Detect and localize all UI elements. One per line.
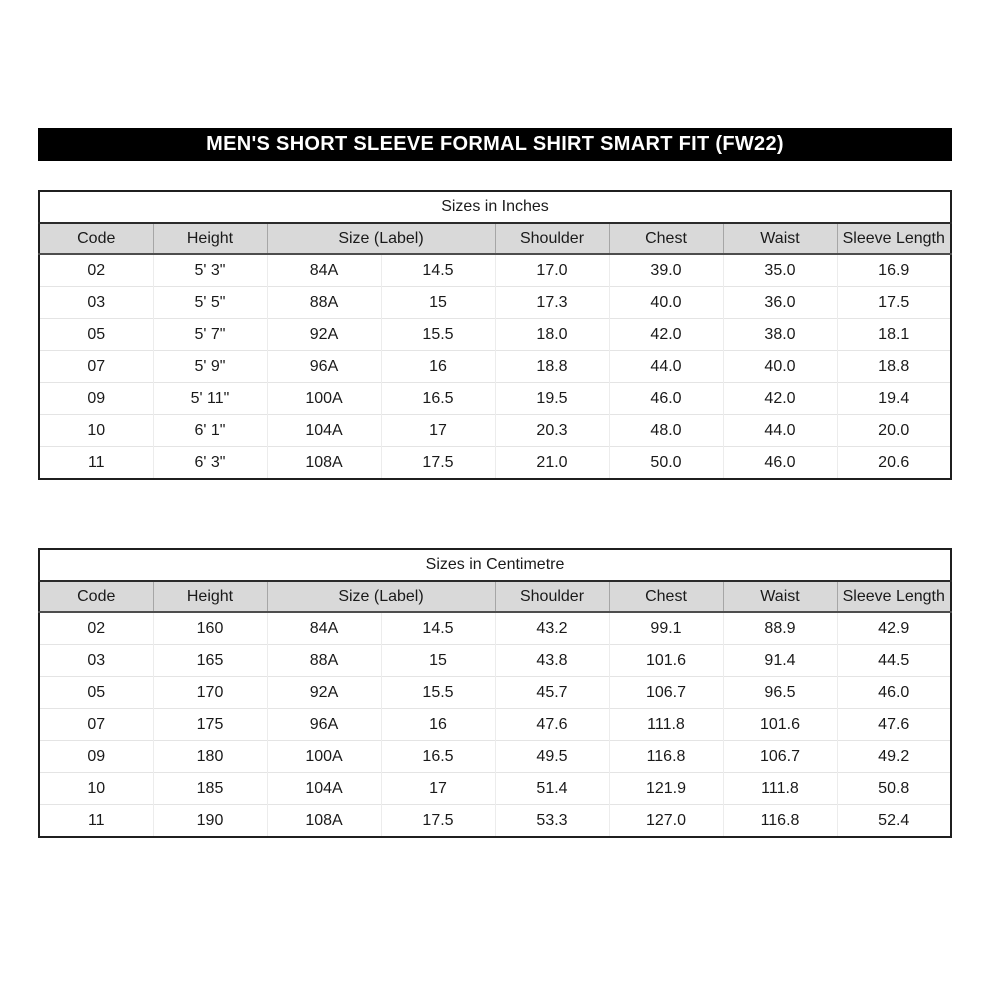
cell: 170 (153, 677, 267, 709)
cell: 18.8 (495, 351, 609, 383)
table-row (39, 709, 951, 741)
cell: 42.0 (723, 383, 837, 415)
column-header: Code (39, 223, 153, 254)
cell: 5' 3" (153, 254, 267, 287)
cell: 20.6 (837, 447, 951, 480)
cell: 35.0 (723, 254, 837, 287)
cell: 49.2 (837, 741, 951, 773)
cell: 165 (153, 645, 267, 677)
cell: 07 (39, 351, 153, 383)
cell: 19.4 (837, 383, 951, 415)
cell: 104A (267, 415, 381, 447)
cell: 106.7 (723, 741, 837, 773)
cell: 47.6 (495, 709, 609, 741)
cell: 14.5 (381, 254, 495, 287)
cell: 46.0 (609, 383, 723, 415)
cell: 02 (39, 254, 153, 287)
cell: 17.5 (837, 287, 951, 319)
cell: 09 (39, 741, 153, 773)
column-header: Shoulder (495, 581, 609, 612)
table-caption: Sizes in Inches (39, 191, 951, 223)
cell: 21.0 (495, 447, 609, 480)
cell: 38.0 (723, 319, 837, 351)
table-row (39, 805, 951, 838)
cell: 36.0 (723, 287, 837, 319)
table-row (39, 447, 951, 480)
table-row (39, 773, 951, 805)
cell: 20.3 (495, 415, 609, 447)
cell: 46.0 (837, 677, 951, 709)
cell: 111.8 (609, 709, 723, 741)
cell: 42.9 (837, 612, 951, 645)
table-caption: Sizes in Centimetre (39, 549, 951, 581)
cell: 17.3 (495, 287, 609, 319)
cell: 15.5 (381, 319, 495, 351)
cell: 03 (39, 287, 153, 319)
cell: 160 (153, 612, 267, 645)
cell: 96A (267, 351, 381, 383)
cell: 15.5 (381, 677, 495, 709)
cell: 92A (267, 677, 381, 709)
cell: 108A (267, 805, 381, 838)
column-header: Height (153, 223, 267, 254)
cell: 52.4 (837, 805, 951, 838)
table-row (39, 741, 951, 773)
cell: 02 (39, 612, 153, 645)
cell: 53.3 (495, 805, 609, 838)
cell: 101.6 (609, 645, 723, 677)
cell: 17.5 (381, 805, 495, 838)
column-header: Sleeve Length (837, 223, 951, 254)
column-header: Chest (609, 223, 723, 254)
table-row (39, 645, 951, 677)
cell: 5' 9" (153, 351, 267, 383)
table-row (39, 415, 951, 447)
table-row (39, 319, 951, 351)
cell: 127.0 (609, 805, 723, 838)
column-header: Size (Label) (267, 223, 495, 254)
cell: 42.0 (609, 319, 723, 351)
cell: 96A (267, 709, 381, 741)
cell: 104A (267, 773, 381, 805)
table-row (39, 383, 951, 415)
cell: 46.0 (723, 447, 837, 480)
cell: 49.5 (495, 741, 609, 773)
cell: 88A (267, 645, 381, 677)
cell: 07 (39, 709, 153, 741)
cell: 5' 5" (153, 287, 267, 319)
cell: 16 (381, 709, 495, 741)
cell: 16.5 (381, 383, 495, 415)
cell: 10 (39, 415, 153, 447)
cell: 16.9 (837, 254, 951, 287)
cell: 106.7 (609, 677, 723, 709)
cell: 17.0 (495, 254, 609, 287)
column-header: Waist (723, 223, 837, 254)
cell: 18.1 (837, 319, 951, 351)
cell: 15 (381, 287, 495, 319)
cell: 17.5 (381, 447, 495, 480)
table-row (39, 612, 951, 645)
column-header: Waist (723, 581, 837, 612)
column-header: Sleeve Length (837, 581, 951, 612)
table-header-row (39, 581, 951, 612)
table-row (39, 351, 951, 383)
column-header: Code (39, 581, 153, 612)
cell: 116.8 (723, 805, 837, 838)
cell: 44.5 (837, 645, 951, 677)
cell: 175 (153, 709, 267, 741)
cell: 05 (39, 677, 153, 709)
cell: 50.0 (609, 447, 723, 480)
cell: 111.8 (723, 773, 837, 805)
sizes-in-inches-table (38, 190, 952, 480)
cell: 116.8 (609, 741, 723, 773)
cell: 96.5 (723, 677, 837, 709)
cell: 11 (39, 805, 153, 838)
cell: 6' 3" (153, 447, 267, 480)
cell: 92A (267, 319, 381, 351)
cell: 10 (39, 773, 153, 805)
cell: 03 (39, 645, 153, 677)
cell: 99.1 (609, 612, 723, 645)
column-header: Chest (609, 581, 723, 612)
cell: 17 (381, 773, 495, 805)
sizes-in-centimetre-table (38, 548, 952, 838)
table-row (39, 677, 951, 709)
cell: 15 (381, 645, 495, 677)
cell: 5' 11" (153, 383, 267, 415)
table-header-row (39, 223, 951, 254)
column-header: Size (Label) (267, 581, 495, 612)
table-row (39, 254, 951, 287)
cell: 14.5 (381, 612, 495, 645)
cell: 84A (267, 254, 381, 287)
cell: 48.0 (609, 415, 723, 447)
cell: 101.6 (723, 709, 837, 741)
table-caption-row (39, 549, 951, 581)
cell: 121.9 (609, 773, 723, 805)
cell: 100A (267, 741, 381, 773)
cell: 09 (39, 383, 153, 415)
cell: 180 (153, 741, 267, 773)
cell: 43.2 (495, 612, 609, 645)
cell: 91.4 (723, 645, 837, 677)
cell: 19.5 (495, 383, 609, 415)
table-caption-row (39, 191, 951, 223)
column-header: Height (153, 581, 267, 612)
cell: 185 (153, 773, 267, 805)
cell: 44.0 (723, 415, 837, 447)
cell: 47.6 (837, 709, 951, 741)
cell: 6' 1" (153, 415, 267, 447)
cell: 44.0 (609, 351, 723, 383)
cell: 5' 7" (153, 319, 267, 351)
cell: 40.0 (609, 287, 723, 319)
cell: 40.0 (723, 351, 837, 383)
cell: 16 (381, 351, 495, 383)
page-title: MEN'S SHORT SLEEVE FORMAL SHIRT SMART FIT (FW22) (38, 128, 952, 161)
cell: 18.8 (837, 351, 951, 383)
cell: 45.7 (495, 677, 609, 709)
cell: 11 (39, 447, 153, 480)
cell: 100A (267, 383, 381, 415)
cell: 17 (381, 415, 495, 447)
cell: 18.0 (495, 319, 609, 351)
cell: 84A (267, 612, 381, 645)
cell: 88.9 (723, 612, 837, 645)
table-row (39, 287, 951, 319)
cell: 20.0 (837, 415, 951, 447)
cell: 39.0 (609, 254, 723, 287)
cell: 88A (267, 287, 381, 319)
column-header: Shoulder (495, 223, 609, 254)
cell: 50.8 (837, 773, 951, 805)
cell: 43.8 (495, 645, 609, 677)
cell: 16.5 (381, 741, 495, 773)
cell: 05 (39, 319, 153, 351)
cell: 108A (267, 447, 381, 480)
cell: 190 (153, 805, 267, 838)
cell: 51.4 (495, 773, 609, 805)
